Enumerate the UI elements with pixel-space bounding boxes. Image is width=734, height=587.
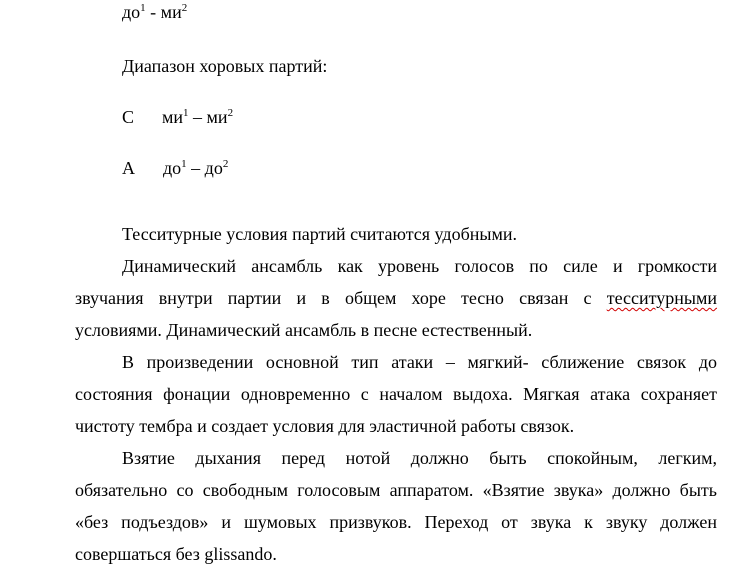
text-line: обязательно со свободным голосовым аппаратом. «Взятие звука» должно быть [75, 480, 717, 500]
paragraph-attack [75, 346, 717, 442]
range-line [122, 1, 187, 23]
text-line: условиями. Динамический ансамбль в песне естественный. [75, 320, 533, 340]
text-line: совершаться без glissando. [75, 544, 277, 564]
octave: 2 [227, 107, 234, 119]
voice-label: С [122, 107, 135, 127]
text-line: В произведении основной тип атаки – мягкий- сближение связок до [122, 352, 717, 372]
octave: 1 [183, 107, 189, 119]
octave: 1 [140, 2, 146, 14]
octave: 1 [181, 158, 187, 170]
note: ми [162, 107, 184, 127]
note: ми [206, 107, 228, 127]
octave: 2 [181, 2, 188, 14]
text-line: Тесситурные условия партий считаются удобными. [122, 224, 517, 244]
dash: – [186, 158, 205, 178]
dash: – [188, 107, 207, 127]
text-line: состояния фонации одновременно с началом выдоха. Мягкая атака сохраняет [75, 384, 717, 404]
note: ми [160, 2, 182, 22]
note: до [204, 158, 223, 178]
separator: - [145, 2, 161, 22]
text-line: чистоту тембра и создает условия для эластичной работы связок. [75, 416, 575, 436]
part-alto [122, 157, 228, 179]
text-line: Динамический ансамбль как уровень голосов по силе и громкости [122, 256, 717, 276]
paragraph-breathing [75, 442, 717, 570]
paragraph-dynamics [75, 250, 717, 346]
part-soprano [122, 106, 233, 128]
text: звучания внутри партии и в общем хоре тесно связан с [75, 288, 607, 308]
paragraph-tessitura [75, 218, 717, 250]
text-line [75, 282, 717, 314]
note: до [163, 158, 182, 178]
text-line: «без подъездов» и шумовых призвуков. Переход от звука к звуку должен [75, 512, 717, 532]
octave: 2 [222, 158, 229, 170]
note: до [122, 2, 141, 22]
text-line: Взятие дыхания перед нотой должно быть спокойным, легким, [122, 448, 717, 468]
voice-label: А [122, 158, 135, 178]
heading: Диапазон хоровых партий: [122, 56, 328, 76]
misspelled-word: тесситурными [606, 288, 717, 308]
